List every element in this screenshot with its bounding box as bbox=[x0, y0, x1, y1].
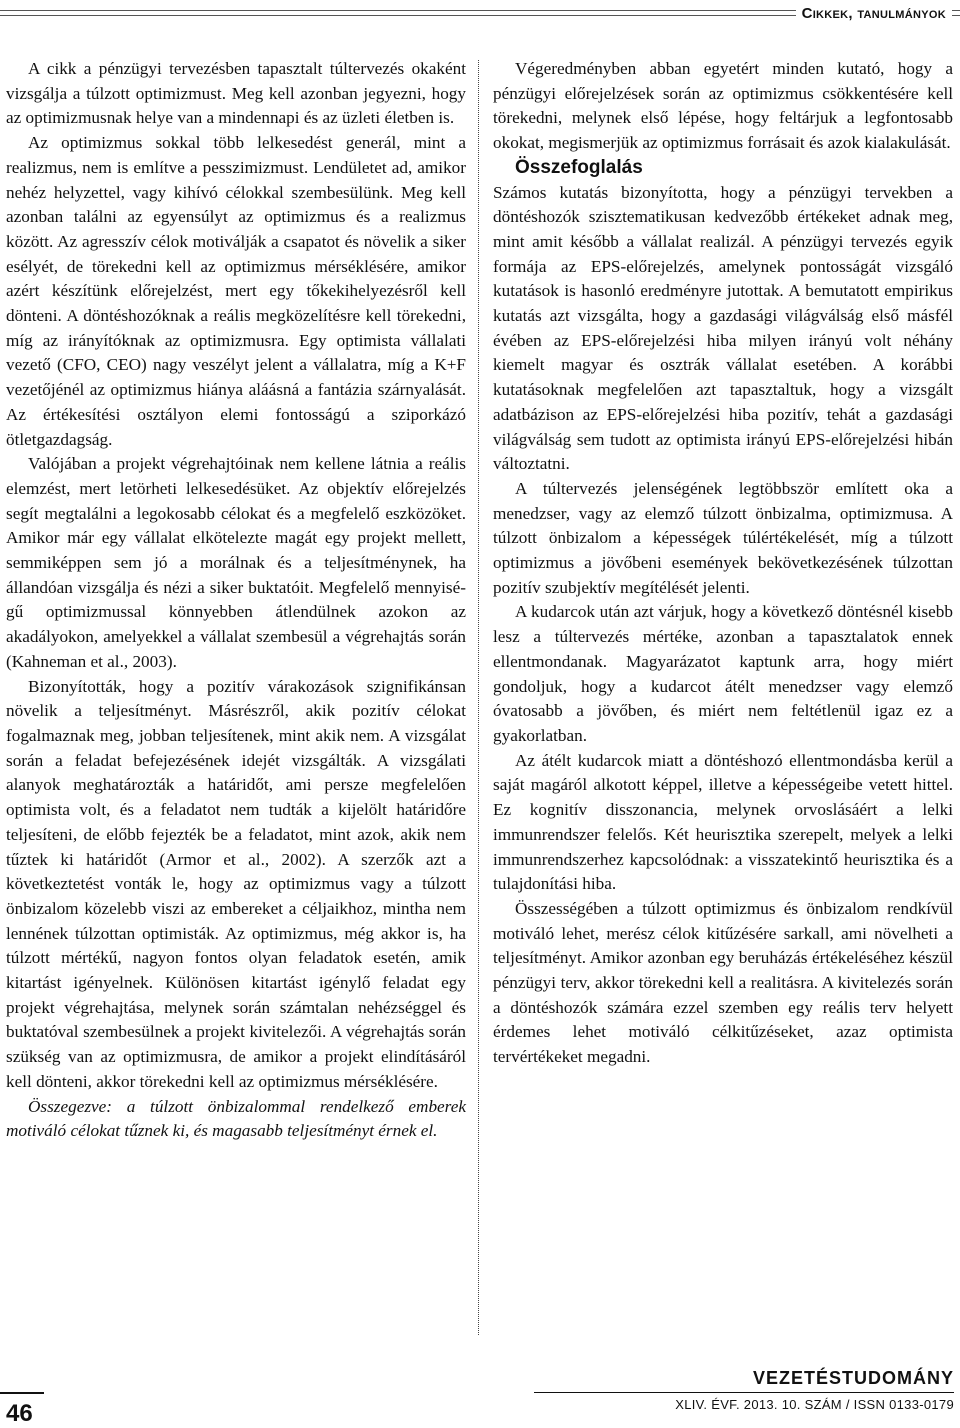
paragraph: Bizonyították, hogy a pozitív várakozások szignifikánsan növelik a teljesítményt. Másrészről, akik pozitív célokat fogalmaznak meg, jobban teljesítenek, mint akik nem. A vizsgálat során a feladat befejezésének idejét vizsgálták. A vizsgálati alanyok meghatározták a határidőt, ami persze megfelelően optimista volt, és a feladatot nem tudták a kijelölt határidőre teljesíteni, de előbb fejezték be a feladatot, mint azok, akik nem tűztek ki határidőt (Armor et al., 2002). A szerzők azt a következtetést vonták le, hogy az optimizmus vagy a túlzott önbizalom közelebb viszi az embereket a céljaikhoz, mintha nem lennének túlzottan optimisták. Az optimizmus, még akkor is, ha túlzott mértékű, nagyon fontos olyan feladatok esetén, amik kitartást igényelnek. Különösen kitartást igénylő feladat egy projekt végrehajtása, melynek során számtalan nehézséggel és buktatóval szembesülnek a projekt kivitelezői. A végrehajtás során szükség van az optimizmusra, de amikor a projekt elindításáról kell dönteni, akkor törekedni kell az optimizmus mérséklésére. bbox=[6, 676, 466, 1091]
left-column bbox=[6, 57, 466, 1144]
section-heading: Összefoglalás bbox=[515, 156, 643, 178]
header-rule-right bbox=[952, 10, 960, 16]
paragraph: A kudarcok után azt várjuk, hogy a következő döntésnél kisebb lesz a túltervezés mértéke, azonban a tapasztalatok ennek ellentmondanak. Magyarázatot kaptunk arra, hogy miért gondoljuk, hogy a kudarcot átélt menedzser vagy elemző óvatosabb a jövőben, és miért nem feltétlenül igaz ez a gyakorlatban. bbox=[493, 602, 953, 745]
journal-footer bbox=[534, 1368, 954, 1412]
page-number-rule bbox=[0, 1392, 44, 1394]
paragraph: Az átélt kudarcok miatt a döntéshozó ellentmondásba kerül a saját magáról alkotott képpel, illetve a képességeibe vetett hittel. Ez kognitív disszonancia, melynek orvoslásáért a lelki immunrendszer felelős. Két heurisztika szerepelt, melyek a lelki immunrendszerhez kapcsolódnak: a visszatekintő heurisztika és a tulajdonítási hiba. bbox=[493, 750, 953, 894]
paragraph: Az optimizmus sokkal több lelkesedést generál, mint a realizmus, nem is említve a pesszimizmust. Lendületet ad, amikor nehéz helyzettel, vagy kihívó célokkal szembesülünk. Meg kell azonban találni az egyensúlyt az optimizmus és a realizmus között. Az agresszív célok motiválják a csapatot és növelik a siker esélyét, de törekedni kell az optimizmus mérséklésére, amikor azért készítünk előrejelzést, mert egy tőkekihelyezésről kell dönteni. A döntéshozóknak a reális megközelítésre kell törekedni, míg az irányítóknak az optimizmusra. Egy optimista vállalati vezető (CFO, CEO) nagy veszélyt jelent a vállalatra, míg a K+F vezetőjénél az optimizmus hiánya aláásná a fantázia szárnyalását. Az értékesítési osztályon elemi fontosságú a sziporkázó ötletgazdagság. bbox=[6, 133, 466, 449]
header-rule-left bbox=[0, 10, 796, 16]
journal-title: VEZETÉSTUDOMÁNY bbox=[752, 1368, 954, 1388]
paragraph: A cikk a pénzügyi tervezésben tapasztalt túltervezés okaként vizsgálja a túlzott optimizmust. Meg kell azonban jegyezni, hogy az optimizmusnak helye van a mindennapi és az üzleti életben is. bbox=[6, 59, 466, 128]
column-divider bbox=[478, 60, 479, 1335]
paragraph: A túltervezés jelenségének legtöbbször említett oka a menedzser, vagy az elemző túlzott önbizalma, optimizmusa. A túlzott önbizalom a képességek túlértékelését, míg a túlzott optimizmus a jövőbeni események bekövetkezésének túlzottan pozitív szubjektív megítélését jelenti. bbox=[493, 478, 953, 597]
section-label: Cikkek, tanulmányok bbox=[801, 4, 946, 22]
summary-paragraph: Összegezve: a túlzott önbizalommal rendelkező emberek motiváló célokat tűznek ki, és magasabb teljesítményt érnek el. bbox=[6, 1096, 466, 1141]
issue-info: XLIV. ÉVF. 2013. 10. SZÁM / ISSN 0133-0179 bbox=[675, 1397, 954, 1412]
footer-rule bbox=[534, 1392, 954, 1393]
page-number: 46 bbox=[6, 1400, 33, 1427]
right-column bbox=[493, 57, 953, 1070]
paragraph: Összességében a túlzott optimizmus és önbizalom rendkívül motiváló lehet, merész célok kitűzésére sarkall, ami növelheti a teljesítményt. Amikor azonban egy beruházás értékeléséhez készül pénzügyi terv, akkor törekedni kell a realitásra. A kivitelezés során a döntéshozók számára ezzel szemben egy reális terv helyett érdemes lehet motiváló célkitűzéseket, azaz optimista tervértékeket megadni. bbox=[493, 898, 953, 1067]
paragraph: Számos kutatás bizonyította, hogy a pénzügyi tervekben a döntéshozók szisztematikusan kedvezőbb értékeket adnak meg, mint amit később a vállalat realizál. A pénzügyi tervezés egyik formája az EPS-előrejelzés, amelynek pontosságát vizsgáló kutatások is hasonló eredményre jutottak. A bemutatott empirikus kutatás azt vizsgálta, hogy a gazdasági világválság első másfél évében az EPS-előrejelzési hiba milyen irányú volt néhány kiemelt magyar és osztrák vállalat esetében. A korábbi kutatásoknak megfelelően azt tapasztaltuk, hogy a vizsgált adatbázison az EPS-előrejelzési hiba pozitív, tehát a gazdasági világválság sem tudott az optimista irányú EPS-előrejelzési hibán változtatni. bbox=[493, 182, 953, 474]
running-header bbox=[0, 4, 960, 22]
paragraph: Valójában a projekt végrehajtóinak nem kellene látnia a reális elemzést, mert letörheti lelkesedésüket. Az objektív előrejelzés segít megtalálni a legokosabb célokat és a megfelelő eszközöket. Amikor már egy vállalat elkötelezte magát egy projekt mellett, semmiképpen sem jó a morálnak és a teljesítménynek, ha állandóan vizsgálja és nézi a siker buktatóit. Megfelelő mennyiségű optimizmussal könnyebben átlendülnek azokon az akadályokon, amelyekkel a vállalat szembesül a végrehajtás során (Kahneman et al., 2003). bbox=[6, 454, 466, 671]
paragraph: Végeredményben abban egyetért minden kutató, hogy a pénzügyi előrejelzések során az optimizmus csökkentésére kell törekedni, melynek első lépése, hogy feltárjuk a legfontosabb okokat, megismerjük az optimizmus forrásait és azok kialakulását. bbox=[493, 59, 953, 153]
